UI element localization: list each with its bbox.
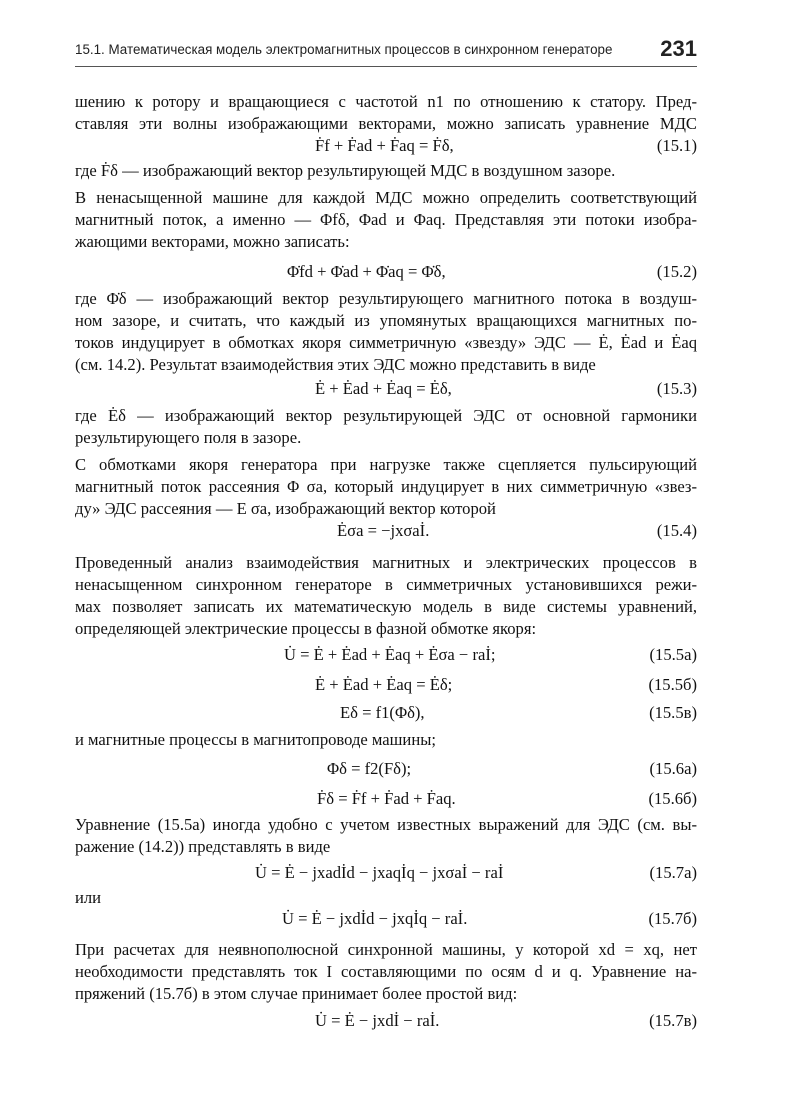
paragraph-line: определяющей электрические процессы в фазной обмотке якоря:	[75, 619, 537, 638]
equation-number: (15.5б)	[648, 675, 697, 694]
paragraph-line: При расчетах для неявнополюсной синхронной машины, у которой xd = xq, нет	[75, 940, 697, 959]
equation-number: (15.3)	[656, 379, 697, 398]
equation-formula: Ḟδ = Ḟf + Ḟad + Ḟaq.	[317, 789, 456, 808]
paragraph-line: необходимости представлять ток I составляющими по осям d и q. Уравнение на-	[75, 962, 697, 981]
equation-formula: Ḟf + Ḟad + Ḟaq = Ḟδ,	[315, 136, 454, 155]
paragraph-line: ду» ЭДС рассеяния — E σa, изображающий вектор которой	[75, 499, 496, 518]
equation-15-5v	[75, 700, 697, 726]
paragraph-line: Проведенный анализ взаимодействия магнитных и электрических процессов в	[75, 553, 697, 572]
paragraph-line: (см. 14.2). Результат взаимодействия этих ЭДС можно представить в виде	[75, 355, 596, 374]
equation-number: (15.7б)	[648, 909, 697, 928]
paragraph-line: где Ėδ — изображающий вектор результирующей ЭДС от основной гармоники	[75, 406, 697, 425]
equation-15-3	[75, 376, 697, 402]
equation-15-7a	[75, 860, 697, 886]
paragraph-line: мах позволяет записать их математическую модель в виде системы уравнений,	[75, 597, 697, 616]
equation-number: (15.6б)	[648, 789, 697, 808]
equation-15-2	[75, 259, 697, 285]
paragraph-line: Уравнение (15.5а) иногда удобно с учетом известных выражений для ЭДС (см. вы-	[75, 815, 697, 834]
paragraph-line: ном зазоре, и считать, что каждый из упомянутых вращающихся магнитных по-	[75, 311, 697, 330]
paragraph-line: и магнитные процессы в магнитопроводе машины;	[75, 730, 436, 749]
equation-15-7v	[75, 1008, 697, 1034]
header-title: 15.1. Математическая модель электромагнитных процессов в синхронном генераторе	[75, 42, 613, 57]
paragraph-line: ражение (14.2)) представлять в виде	[75, 837, 331, 856]
equation-15-5a	[75, 642, 697, 668]
equation-15-6a	[75, 756, 697, 782]
equation-formula: U̇ = Ė + Ėad + Ėaq + Ėσa − raİ;	[284, 645, 496, 664]
running-header	[75, 38, 697, 67]
equation-number: (15.5в)	[649, 703, 697, 722]
paragraph-line: где Φ̇δ — изображающий вектор результирующего магнитного потока в воздуш-	[75, 289, 697, 308]
equation-15-6b	[75, 786, 697, 812]
paragraph-line: результирующего поля в зазоре.	[75, 428, 302, 447]
equation-number: (15.5а)	[649, 645, 697, 664]
equation-formula: U̇ = Ė − jxdİ − raİ.	[315, 1011, 440, 1030]
paragraph-line: где Ḟδ — изображающий вектор результирующей МДС в воздушном зазоре.	[75, 161, 616, 180]
paragraph-line: шению к ротору и вращающиеся с частотой n1 по отношению к статору. Пред-	[75, 92, 697, 111]
equation-formula: U̇ = Ė − jxdİd − jxqİq − raİ.	[282, 909, 468, 928]
paragraph-line: или	[75, 888, 102, 907]
equation-number: (15.6а)	[649, 759, 697, 778]
paragraph-line: ненасыщенном синхронном генераторе в симметричных установившихся режи-	[75, 575, 697, 594]
paragraph-line: С обмотками якоря генератора при нагрузке также сцепляется пульсирующий	[75, 455, 697, 474]
equation-15-4	[75, 518, 697, 544]
paragraph-line: пряжений (15.7б) в этом случае принимает более простой вид:	[75, 984, 518, 1003]
equation-formula: Eδ = f1(Φδ),	[340, 703, 425, 722]
equation-number: (15.7а)	[649, 863, 697, 882]
equation-formula: Φδ = f2(Fδ);	[327, 759, 412, 778]
paragraph-line: магнитный поток, а именно — Φfδ, Φad и Φaq. Представляя эти потоки изобра-	[75, 210, 697, 229]
equation-number: (15.1)	[656, 136, 697, 155]
paragraph-line: ставляя эти волны изображающими векторами, можно записать уравнение МДС	[75, 114, 697, 133]
equation-15-1	[75, 133, 697, 159]
paragraph-line: В ненасыщенной машине для каждой МДС можно определить соответствующий	[75, 188, 697, 207]
paragraph-line: токов индуцирует в обмотках якоря симметричную «звезду» ЭДС — Ė, Ėad и Ėaq	[75, 333, 697, 352]
equation-number: (15.4)	[656, 521, 697, 540]
equation-formula: Ė + Ėad + Ėaq = Ėδ;	[315, 675, 453, 694]
page-number: 231	[660, 36, 697, 61]
paragraph-line: жающими векторами, можно записать:	[75, 232, 350, 251]
equation-formula: Ėσa = −jxσaİ.	[337, 521, 430, 540]
equation-number: (15.7в)	[649, 1011, 697, 1030]
equation-number: (15.2)	[656, 262, 697, 281]
equation-formula: U̇ = Ė − jxadİd − jxaqİq − jxσaİ − raİ	[255, 863, 504, 882]
paragraph-line: магнитный поток рассеяния Φ σa, который индуцирует в них симметричную «звез-	[75, 477, 697, 496]
equation-formula: Φ̇fd + Φ̇ad + Φ̇aq = Φ̇δ,	[287, 262, 446, 281]
equation-15-7b	[75, 906, 697, 932]
equation-15-5b	[75, 672, 697, 698]
equation-formula: Ė + Ėad + Ėaq = Ėδ,	[315, 379, 452, 398]
